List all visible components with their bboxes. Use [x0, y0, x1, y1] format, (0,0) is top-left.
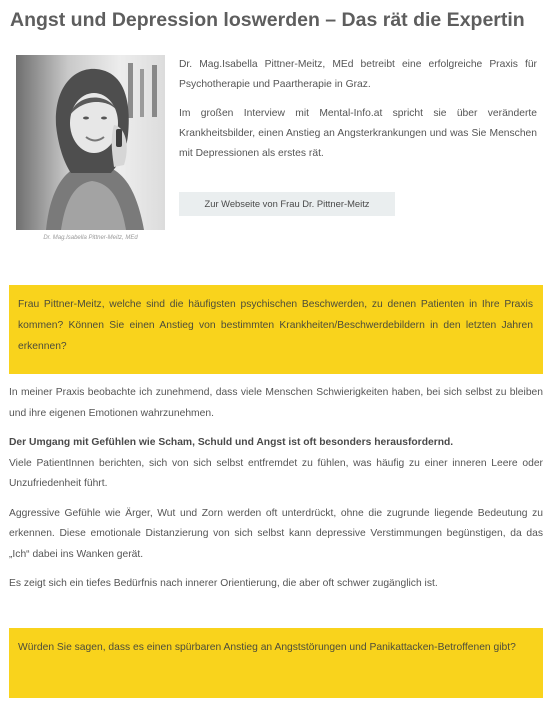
intro-text — [179, 55, 537, 173]
photo-caption: Dr. Mag.Isabella Pittner-Meitz, MEd — [43, 235, 138, 241]
question-box: Frau Pittner-Meitz, welche sind die häufigsten psychischen Beschwerden, zu denen Patienten in Ihre Praxis kommen? Können Sie einen Anstieg von bestimmten Krankheiten/Beschwerdebildern in den letzten Jahren erkennen? — [9, 285, 543, 374]
answer-bold-lead: Der Umgang mit Gefühlen wie Scham, Schuld und Angst ist oft besonders herausfordernd. — [9, 437, 454, 448]
website-button[interactable]: Zur Webseite von Frau Dr. Pittner-Meitz — [179, 192, 395, 216]
answer-paragraph: Es zeigt sich ein tiefes Bedürfnis nach innerer Orientierung, die aber oft schwer zugänglich ist. — [9, 578, 438, 589]
question-box: Würden Sie sagen, dass es einen spürbaren Anstieg an Angststörungen und Panikattacken-Betroffenen gibt? — [9, 628, 543, 698]
portrait-photo — [16, 55, 165, 230]
answer-text — [9, 383, 543, 608]
portrait-figure — [16, 55, 165, 241]
answer-paragraph: In meiner Praxis beobachte ich zunehmend, dass viele Menschen Schwierigkeiten haben, bei sich selbst zu bleiben und ihre eigenen Emotionen wahrzunehmen. — [9, 387, 543, 419]
answer-paragraph-rest: Viele PatientInnen berichten, sich von sich selbst entfremdet zu fühlen, was häufig zu einer inneren Leere oder Unzufriedenheit führt. — [9, 457, 543, 489]
answer-paragraph: Aggressive Gefühle wie Ärger, Wut und Zorn werden oft unterdrückt, ohne die zugrunde liegende Bedeutung zu erkennen. Diese emotionale Distanzierung von sich selbst kann depressive Verstimmungen begünstigen, da das „Ich“ dabei ins Wanken gerät. — [9, 507, 543, 560]
intro-paragraph: Dr. Mag.Isabella Pittner-Meitz, MEd betreibt eine erfolgreiche Praxis für Psychotherapie und Paartherapie in Graz. — [179, 59, 537, 90]
answer-paragraph — [9, 433, 543, 495]
article-title: Angst und Depression loswerden – Das rät die Expertin — [10, 9, 525, 31]
intro-paragraph: Im großen Interview mit Mental-Info.at spricht sie über veränderte Krankheitsbilder, einen Anstieg an Angsterkrankungen und was Sie Menschen mit Depressionen als erstes rät. — [179, 108, 537, 159]
